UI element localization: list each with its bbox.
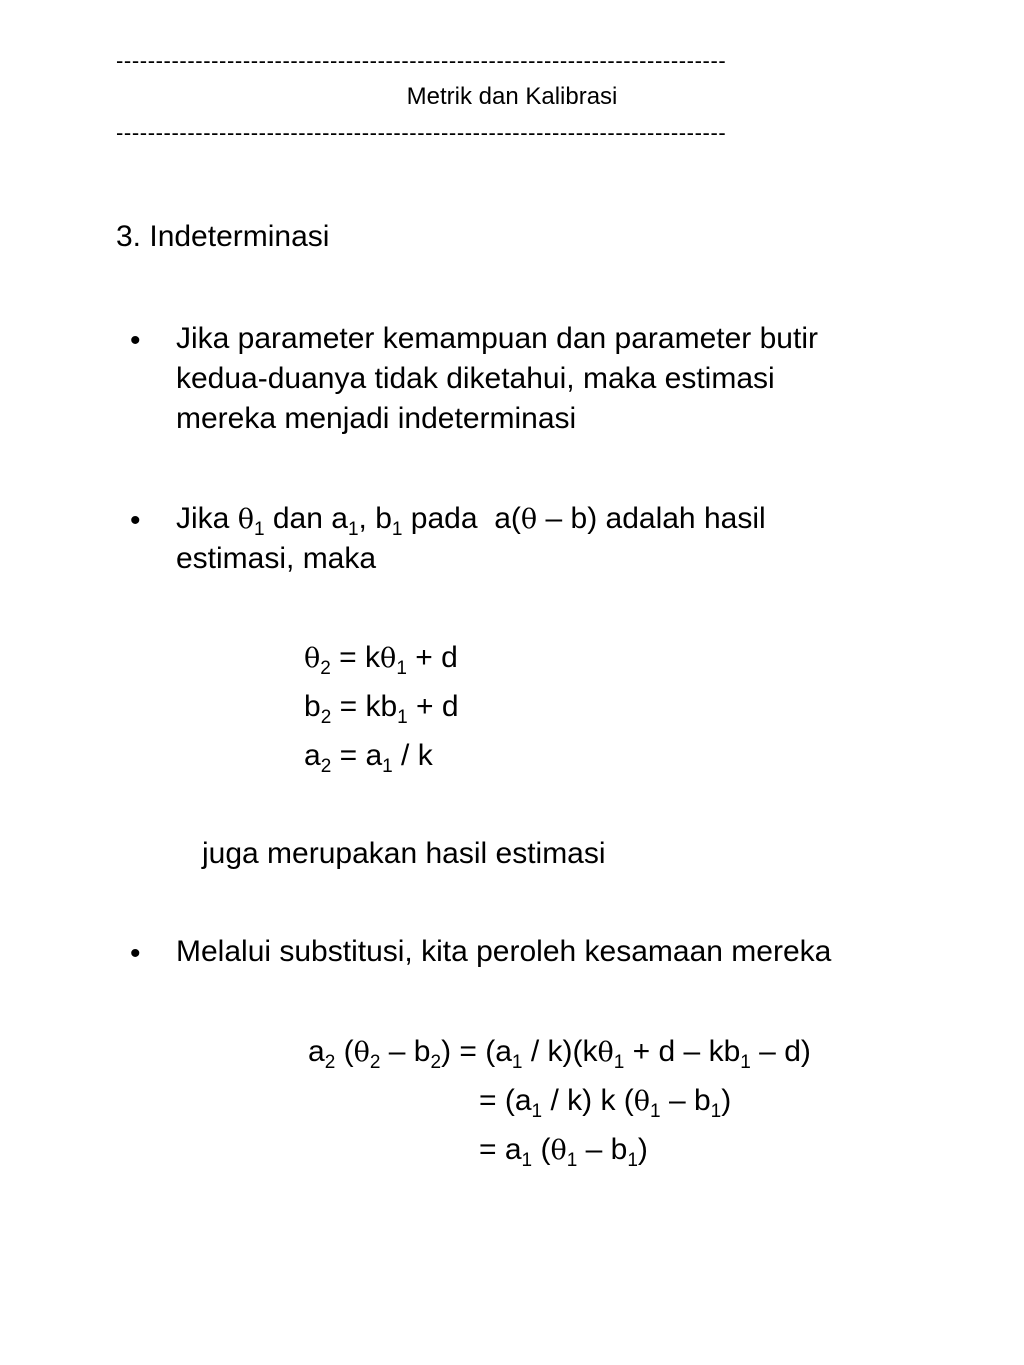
estimation-note: juga merupakan hasil estimasi [202, 837, 606, 870]
page-title: Metrik dan Kalibrasi [406, 83, 618, 110]
section-heading: 3. Indeterminasi [116, 220, 330, 253]
bullet-1-line-3: mereka menjadi indeterminasi [176, 402, 577, 435]
bullet-marker-2: • [130, 504, 141, 537]
header-rule-top: ----------------------------------------------------------------------------- [116, 50, 727, 72]
header-rule-bottom: ----------------------------------------------------------------------------- [116, 122, 727, 144]
bullet-marker-1: • [130, 324, 141, 357]
equation-b2: $b_2 = kb_1 + d$ [304, 690, 459, 728]
substitution-line-2: = $(a_1 / k)$ k $(\theta_1 - b_1)$ [479, 1084, 732, 1122]
bullet-1-line-2: kedua-duanya tidak diketahui, maka estimasi [176, 362, 775, 395]
bullet-1-line-1: Jika parameter kemampuan dan parameter butir [176, 322, 818, 355]
bullet-2-line-1: Jika $\theta_1$ dan $a_1$, $b_1$ pada a(θ – b) adalah hasil [176, 502, 766, 540]
substitution-line-3: = $a_1$ $(\theta_1 - b_1)$ [479, 1133, 648, 1171]
equation-theta2: $\theta_2 = k\theta_1 + d$ [304, 641, 458, 679]
equation-a2: $a_2 = a_1 / k$ [304, 739, 433, 777]
bullet-3-line-1: Melalui substitusi, kita peroleh kesamaan mereka [176, 935, 832, 968]
bullet-2-line-2: estimasi, maka [176, 542, 377, 575]
bullet-marker-3: • [130, 937, 141, 970]
substitution-line-1: $a_2$ $(\theta_2 - b_2) = (a_1 / k)(k\theta_1 + d - kb_1 - d)$ [308, 1035, 811, 1073]
